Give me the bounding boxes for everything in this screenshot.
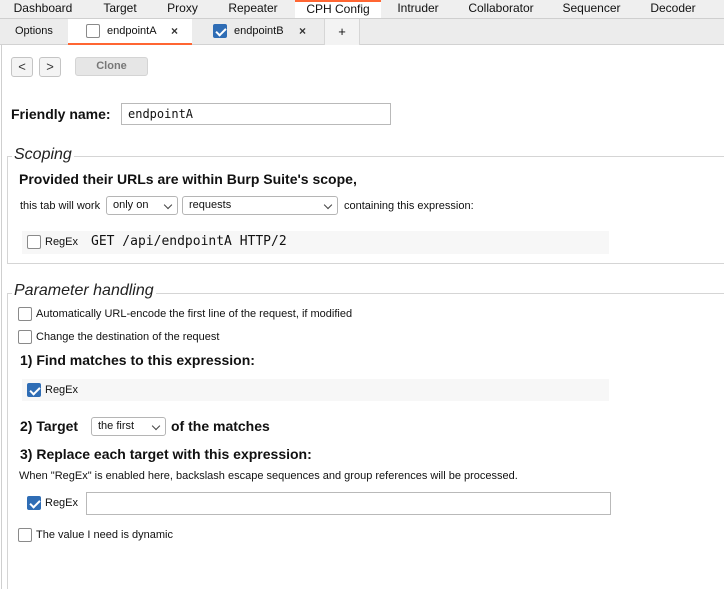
sub-tab-endpoint-a[interactable] (68, 19, 192, 45)
replace-heading: 3) Replace each target with this expression: (20, 446, 312, 462)
close-tab-b-icon[interactable]: × (299, 24, 307, 38)
scope-regex-checkbox[interactable] (27, 235, 41, 249)
tab-proxy[interactable]: Proxy (167, 1, 198, 15)
scope-prefix-text: this tab will work (20, 200, 101, 212)
friendly-name-input[interactable]: endpointA (121, 103, 391, 125)
chevron-down-icon (324, 201, 332, 209)
tab-target[interactable]: Target (103, 1, 137, 15)
cph-sub-tab-bar (0, 19, 724, 45)
forward-button[interactable]: > (39, 57, 61, 77)
target-occurrence-value: the first (98, 420, 135, 432)
change-destination-label: Change the destination of the request (36, 331, 220, 343)
tab-enable-checkbox-a[interactable] (86, 24, 100, 38)
tab-enable-checkbox-b[interactable] (213, 24, 227, 38)
replace-note: When "RegEx" is enabled here, backslash escape sequences and group references will be processed. (19, 470, 518, 482)
replace-regex-checkbox[interactable] (27, 496, 41, 510)
tab-sequencer[interactable]: Sequencer (562, 1, 621, 15)
tab-dashboard[interactable]: Dashboard (13, 1, 73, 15)
replace-regex-label: RegEx (45, 497, 79, 509)
auto-encode-checkbox[interactable] (18, 307, 32, 321)
tab-collaborator[interactable]: Collaborator (468, 1, 534, 15)
back-button[interactable]: < (11, 57, 33, 77)
clone-button[interactable]: Clone (75, 57, 148, 76)
chevron-down-icon (164, 201, 172, 209)
sub-tab-endpoint-b[interactable] (192, 19, 324, 45)
scope-regex-label: RegEx (45, 236, 79, 248)
parameter-handling-legend: Parameter handling (14, 282, 154, 299)
tab-decoder[interactable]: Decoder (650, 1, 696, 15)
tab-intruder[interactable]: Intruder (397, 1, 439, 15)
chevron-down-icon (152, 422, 160, 430)
sub-tab-options[interactable]: Options (15, 25, 53, 37)
target-suffix-text: of the matches (171, 418, 270, 434)
close-tab-a-icon[interactable]: × (171, 24, 179, 38)
tab-content-panel (1, 45, 724, 589)
target-prefix-text: 2) Target (20, 418, 79, 434)
scope-mode-select[interactable] (106, 196, 178, 215)
scope-expression-input[interactable]: GET /api/endpointA HTTP/2 (91, 234, 287, 249)
scope-mode-value: only on (113, 199, 149, 211)
find-expression-row (22, 379, 609, 401)
scope-target-value: requests (189, 199, 232, 211)
sub-tab-endpoint-b-label: endpointB (234, 25, 284, 37)
sub-tab-endpoint-a-label: endpointA (107, 25, 157, 37)
add-tab-button[interactable]: + (324, 19, 360, 45)
friendly-name-label: Friendly name: (11, 106, 111, 122)
tool-tab-bar (0, 0, 724, 19)
scope-suffix-text: containing this expression: (344, 200, 474, 212)
replace-expression-input[interactable] (86, 492, 611, 515)
dynamic-value-checkbox[interactable] (18, 528, 32, 542)
auto-encode-label: Automatically URL-encode the first line of the request, if modified (36, 308, 353, 320)
change-destination-checkbox[interactable] (18, 330, 32, 344)
scoping-legend: Scoping (14, 146, 72, 163)
target-occurrence-select[interactable] (91, 417, 166, 436)
tab-cph-config[interactable]: CPH Config (295, 0, 381, 18)
dynamic-value-label: The value I need is dynamic (36, 529, 173, 541)
find-regex-label: RegEx (45, 384, 79, 396)
find-regex-checkbox[interactable] (27, 383, 41, 397)
tab-repeater[interactable]: Repeater (228, 1, 278, 15)
scoping-heading: Provided their URLs are within Burp Suite's scope, (19, 171, 357, 187)
find-matches-heading: 1) Find matches to this expression: (20, 352, 255, 368)
scope-target-select[interactable] (182, 196, 338, 215)
